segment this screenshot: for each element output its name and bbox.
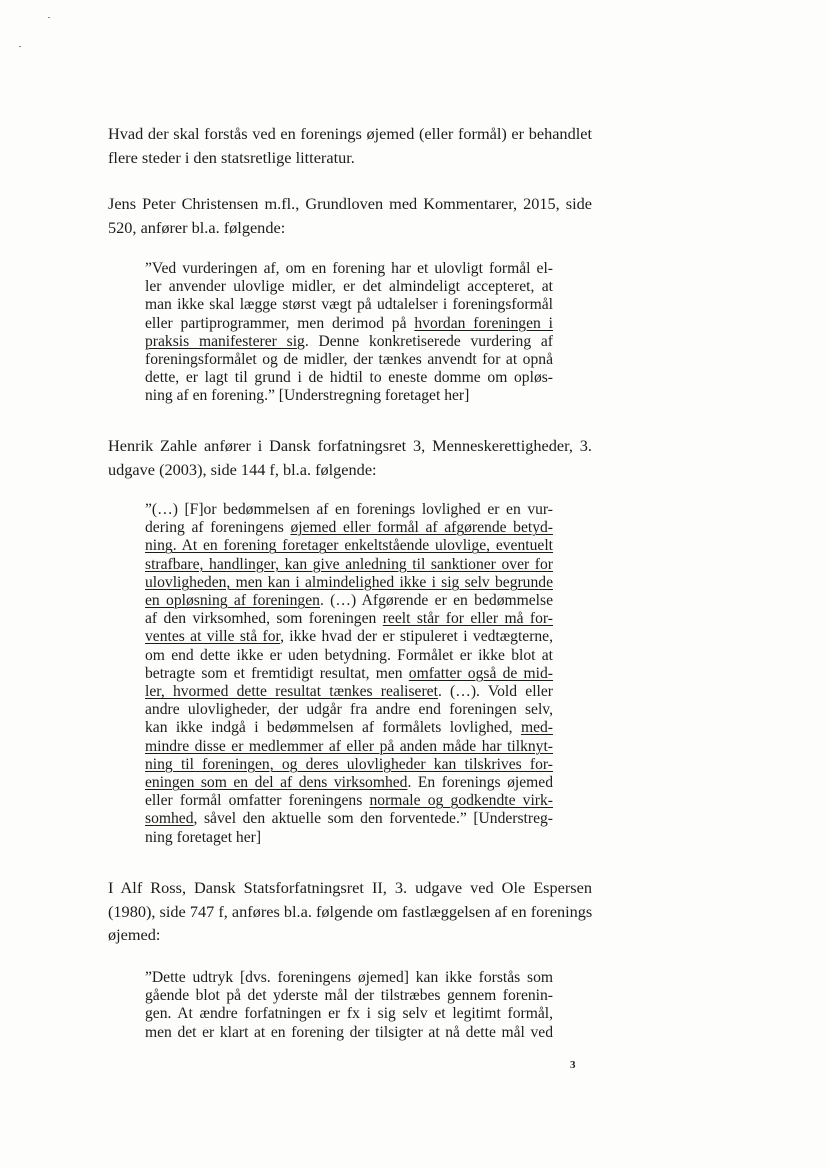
blockquote-zahle — [145, 501, 553, 847]
blockquote-christensen — [145, 260, 553, 406]
blockquote-ross — [145, 969, 553, 1042]
quote-line: ”(…) [F]or bedømmelsen af en forenings lovlighed er en vur- — [145, 501, 553, 518]
quote-line: eller partiprogrammer, men derimod på hvordan foreningen i — [145, 314, 553, 332]
quote-line: man ikke skal lægge størst vægt på udtalelser i foreningsformål — [145, 296, 553, 314]
quote-line: om end dette ikke er uden betydning. Formålet er ikke blot at — [145, 646, 553, 664]
text-line: Hvad der skal forstås ved en forenings øjemed (eller formål) er behandlet — [108, 124, 592, 143]
underlined-text: ulovligheden, men kan i almindelighed ikke i sig selv begrunde — [145, 573, 553, 591]
quote-line: eller formål omfatter foreningens normale og godkendte virk- — [145, 792, 553, 810]
quote-line — [145, 756, 553, 774]
text-line: øjemed: — [108, 925, 161, 944]
quote-line: gen. At ændre forfatningen er fx i sig selv et legitimt formål, — [145, 1005, 553, 1023]
quote-line: men det er klart at en forening der tilsigter at nå dette mål ved — [145, 1023, 553, 1041]
quote-line — [145, 574, 553, 592]
underlined-text: eningen som en del af dens virksomhed — [145, 774, 408, 792]
page-number: 3 — [570, 1059, 576, 1071]
underlined-text: ning. At en forening foretager enkeltstående ulovlige, eventuelt — [145, 537, 553, 555]
paragraph-zahle-citation — [108, 434, 592, 481]
quote-line — [145, 738, 553, 756]
underlined-text: ning til foreningen, og deres ulovligheder kan tilskrives for- — [145, 755, 553, 773]
quote-line — [145, 537, 553, 555]
underlined-text: strafbare, handlinger, kan give anledning til sanktioner over for — [145, 555, 553, 573]
underlined-text: somhed — [145, 810, 194, 828]
underlined-text: en opløsning af foreningen — [145, 592, 320, 610]
quote-line: betragte som et fremtidigt resultat, men omfatter også de mid- — [145, 664, 553, 682]
text-line: (1980), side 747 f, anføres bl.a. følgende om fastlæggelsen af en forenings — [108, 901, 593, 921]
text-line: flere steder i den statsretlige litteratur. — [108, 147, 355, 167]
text-line: 520, anfører bl.a. følgende: — [108, 217, 286, 237]
underlined-text: øjemed eller formål af afgørende betyd- — [290, 519, 553, 537]
scan-speck — [48, 17, 50, 18]
quote-line: eningen som en del af dens virksomhed. En forenings øjemed — [145, 774, 553, 792]
underlined-text: normale og godkendte virk- — [369, 792, 553, 810]
text-line: Henrik Zahle anfører i Dansk forfatningsret 3, Menneskerettigheder, 3. — [108, 436, 592, 455]
underlined-text: reelt står for eller må for- — [382, 610, 553, 628]
text-line: I Alf Ross, Dansk Statsforfatningsret II, 3. udgave ved Ole Espersen — [108, 878, 592, 897]
scan-speck — [19, 46, 21, 47]
quote-line: en opløsning af foreningen. (…) Afgørende er en bedømmelse — [145, 592, 553, 610]
underlined-text: ler, hvormed dette resultat tænkes realiseret — [145, 683, 438, 701]
underlined-text: mindre disse er medlemmer af eller på anden måde har tilknyt- — [145, 737, 553, 755]
quote-line: kan ikke indgå i bedømmelsen af formålets lovlighed, med- — [145, 719, 553, 737]
quote-line: ning foretaget her] — [145, 828, 262, 846]
underlined-text: praksis manifesterer sig — [145, 332, 305, 350]
quote-line: ”Dette udtryk [dvs. foreningens øjemed] kan ikke forstås som — [145, 969, 553, 986]
quote-line: ventes at ville stå for, ikke hvad der er stipuleret i vedtægterne, — [145, 628, 554, 646]
quote-line: af den virksomhed, som foreningen reelt står for eller må for- — [145, 610, 553, 628]
underlined-text: ventes at ville stå for — [145, 628, 281, 646]
paragraph-christensen-citation — [108, 192, 592, 239]
underlined-text: omfatter også de mid- — [408, 664, 553, 682]
text-line: Jens Peter Christensen m.fl., Grundloven med Kommentarer, 2015, side — [108, 194, 592, 213]
quote-line: andre ulovligheder, der udgår fra andre end foreningen selv, — [145, 701, 553, 719]
quote-line: foreningsformålet og de midler, der tænkes anvendt for at opnå — [145, 351, 553, 369]
quote-line: dette, er lagt til grund i de hidtil to eneste domme om opløs- — [145, 369, 553, 387]
quote-line — [145, 556, 553, 574]
quote-line: praksis manifesterer sig. Denne konkretiserede vurdering af — [145, 332, 553, 350]
paragraph-ross-citation — [108, 876, 592, 947]
text-line: udgave (2003), side 144 f, bl.a. følgende: — [108, 459, 377, 479]
quote-line: ler anvender ulovlige midler, er det almindeligt accepteret, at — [145, 278, 553, 296]
underlined-text: med- — [520, 719, 553, 737]
quote-line: somhed, såvel den aktuelle som den forventede.” [Understreg- — [145, 810, 553, 828]
quote-line: ”Ved vurderingen af, om en forening har et ulovligt formål el- — [145, 260, 553, 277]
paragraph-intro — [108, 122, 592, 169]
quote-line: gående blot på det yderste mål der tilstræbes gennem forenin- — [145, 987, 553, 1005]
quote-line: dering af foreningens øjemed eller formål af afgørende betyd- — [145, 519, 553, 537]
quote-line: ler, hvormed dette resultat tænkes realiseret. (…). Vold eller — [145, 683, 553, 701]
quote-line: ning af en forening.” [Understregning foretaget her] — [145, 387, 470, 405]
underlined-text: hvordan foreningen i — [414, 314, 553, 332]
